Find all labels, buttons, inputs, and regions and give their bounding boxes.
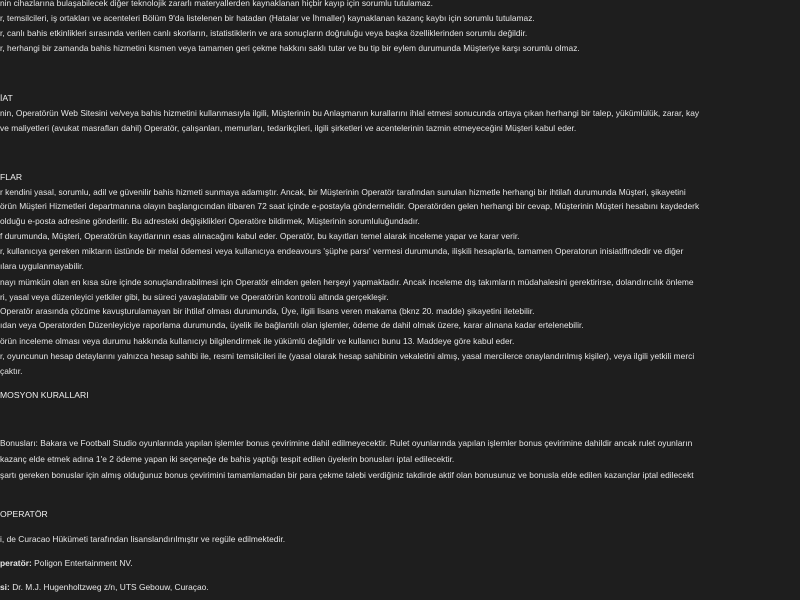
paragraph-line: nin, Operatörün Web Sitesini ve/veya bahis hizmetini kullanmasıyla ilgili, Müşterinin bu Anlaşmanın kurallarını ihlal etmesi sonucunda ortaya çıkan herhangi bir talep, yükümlülük, zarar, kay	[0, 108, 700, 118]
paragraph-line: çaktır.	[0, 366, 23, 376]
section-heading-promosyon: MOSYON KURALLARI	[0, 390, 89, 400]
paragraph-line: ri, yasal veya düzenleyici yetkiler gibi, bu süreci yavaşlatabilir ve Operatörün kontrolü altında gerçekleşir.	[0, 292, 389, 302]
operator-label: peratör:	[0, 558, 32, 568]
section-heading-tazminat: İAT	[0, 93, 13, 103]
address-line	[0, 582, 209, 592]
paragraph-line: r kendini yasal, sorumlu, adil ve güvenilir bahis hizmeti sunmaya adamıştır. Ancak, bir Müşterinin Operatör tarafından sunulan hizmetle herhangi bir ihtilafı durumunda Müşteri, şikayetini	[0, 187, 686, 197]
paragraph-line: ıdan veya Operatorden Düzenleyiciye raporlama durumunda, üyelik ile bağlantılı olan işlemler, ödeme de dahil olmak üzere, karar alınana kadar ertelenebilir.	[0, 320, 584, 330]
address-label: si:	[0, 582, 10, 592]
paragraph-line: nayı mümkün olan en kısa süre içinde sonuçlandırabilmesi için Operatör elinden gelen herşeyi yapmaktadır. Ancak inceleme dış takımların müdahalesini gerektirirse, dolandırıcılık önleme	[0, 277, 694, 287]
paragraph-line: örün inceleme olması veya durumu hakkında kullanıcıyı bilgilendirmek ile yükümlü değildir ve kullanıcı bunu 13. Maddeye göre kabul eder.	[0, 336, 515, 346]
license-line: i, de Curacao Hükümeti tarafından lisanslandırılmıştır ve regüle edilmektedir.	[0, 534, 286, 544]
section-heading-anlasmazliklar: FLAR	[0, 172, 23, 182]
section-heading-operator: OPERATÖR	[0, 509, 48, 519]
operator-line	[0, 558, 133, 568]
address-value: Dr. M.J. Hugenholtzweg z/n, UTS Gebouw, Curaçao.	[9, 582, 209, 592]
paragraph-line: olduğu e-posta adresine gönderilir. Bu adresteki değişiklikleri Operatöre bildirmek, Müşterinin sorumluluğundadır.	[0, 216, 420, 226]
paragraph-line: Operatör arasında çözüme kavuşturulamayan bir ihtilaf olması durumunda, Üye, ilgili lisans veren makama (bknz 20. madde) şikayetini iletebilir.	[0, 306, 535, 316]
operator-value: Poligon Entertainment NV.	[31, 558, 133, 568]
paragraph-line: r, canlı bahis etkinlikleri sırasında verilen canlı skorların, istatistiklerin ve ara sonuçların doğruluğu veya başka özelliklerinden sorumlu değildir.	[0, 28, 528, 38]
paragraph-line: şartı gereken bonuslar için almış olduğunuz bonus çevirimini tamamlamadan bir para çekme talebi verdiğiniz takdirde aktif olan bonusunuz ve bonusla elde edilen kazançlar iptal edilecekt	[0, 470, 694, 480]
paragraph-line: nin cihazlarına bulaşabilecek diğer teknolojik zararlı materyallerden kaynaklanan hiçbir kayıp için sorumlu tutulamaz.	[0, 0, 433, 8]
paragraph-line: ve maliyetleri (avukat masrafları dahil) Operatör, çalışanları, memurları, tedarikçileri, ilgili şirketleri ve acentelerinin tazmin etmeyeceğini Müşteri kabul eder.	[0, 123, 577, 133]
paragraph-line: kazanç elde etmek adına 1'e 2 ödeme yapan iki seçeneğe de bahis yaptığı tespit edilen üyelerin bonusları iptal edilecektir.	[0, 454, 455, 464]
paragraph-line: r, herhangi bir zamanda bahis hizmetini kısmen veya tamamen geri çekme hakkını saklı tutar ve bu tip bir eylem durumunda Müşteriye karşı sorumlu olmaz.	[0, 43, 580, 53]
paragraph-line: r, kullanıcıya gereken miktarın üstünde bir melal ödemesi veya kullanıcıya endeavours 'şüphe parsı' vermesi durumunda, ilişkili hesaplarla, tamamen Operatorun inisiatifindedir ve diğer	[0, 246, 684, 256]
paragraph-line: r, temsilcileri, iş ortakları ve acenteleri Bölüm 9'da listelenen bir hatadan (Hatalar ve İhmaller) kaynaklanan kazanç kaybı için sorumlu tutulamaz.	[0, 13, 535, 23]
paragraph-line: Bonusları: Bakara ve Football Studio oyunlarında yapılan işlemler bonus çevirimine dahil edilmeyecektir. Rulet oyunlarında yapılan işlemler bonus çevirimine dahildir ancak rulet oyunların	[0, 438, 693, 448]
paragraph-line: r, oyuncunun hesap detaylarını yalnızca hesap sahibi ile, resmi temsilcileri ile (yasal olarak hesap sahibinin vekaletini almış, yasal mercilerce onaylandırılmış kişiler), veya ilgili yetkili merci	[0, 351, 695, 361]
paragraph-line: örün Müşteri Hizmetleri departmanına olayın başlangıcından itibaren 72 saat içinde e-postayla göndermelidir. Operatörden gelen herhangi bir cevap, Müşterinin Müşteri hesabını kaydederk	[0, 201, 700, 211]
paragraph-line: f durumunda, Müşteri, Operatörün kayıtlarının esas alınacağını kabul eder. Operatör, bu kayıtları temel alarak inceleme yapar ve karar verir.	[0, 231, 520, 241]
paragraph-line: ılara uygulanmayabilir.	[0, 261, 84, 271]
